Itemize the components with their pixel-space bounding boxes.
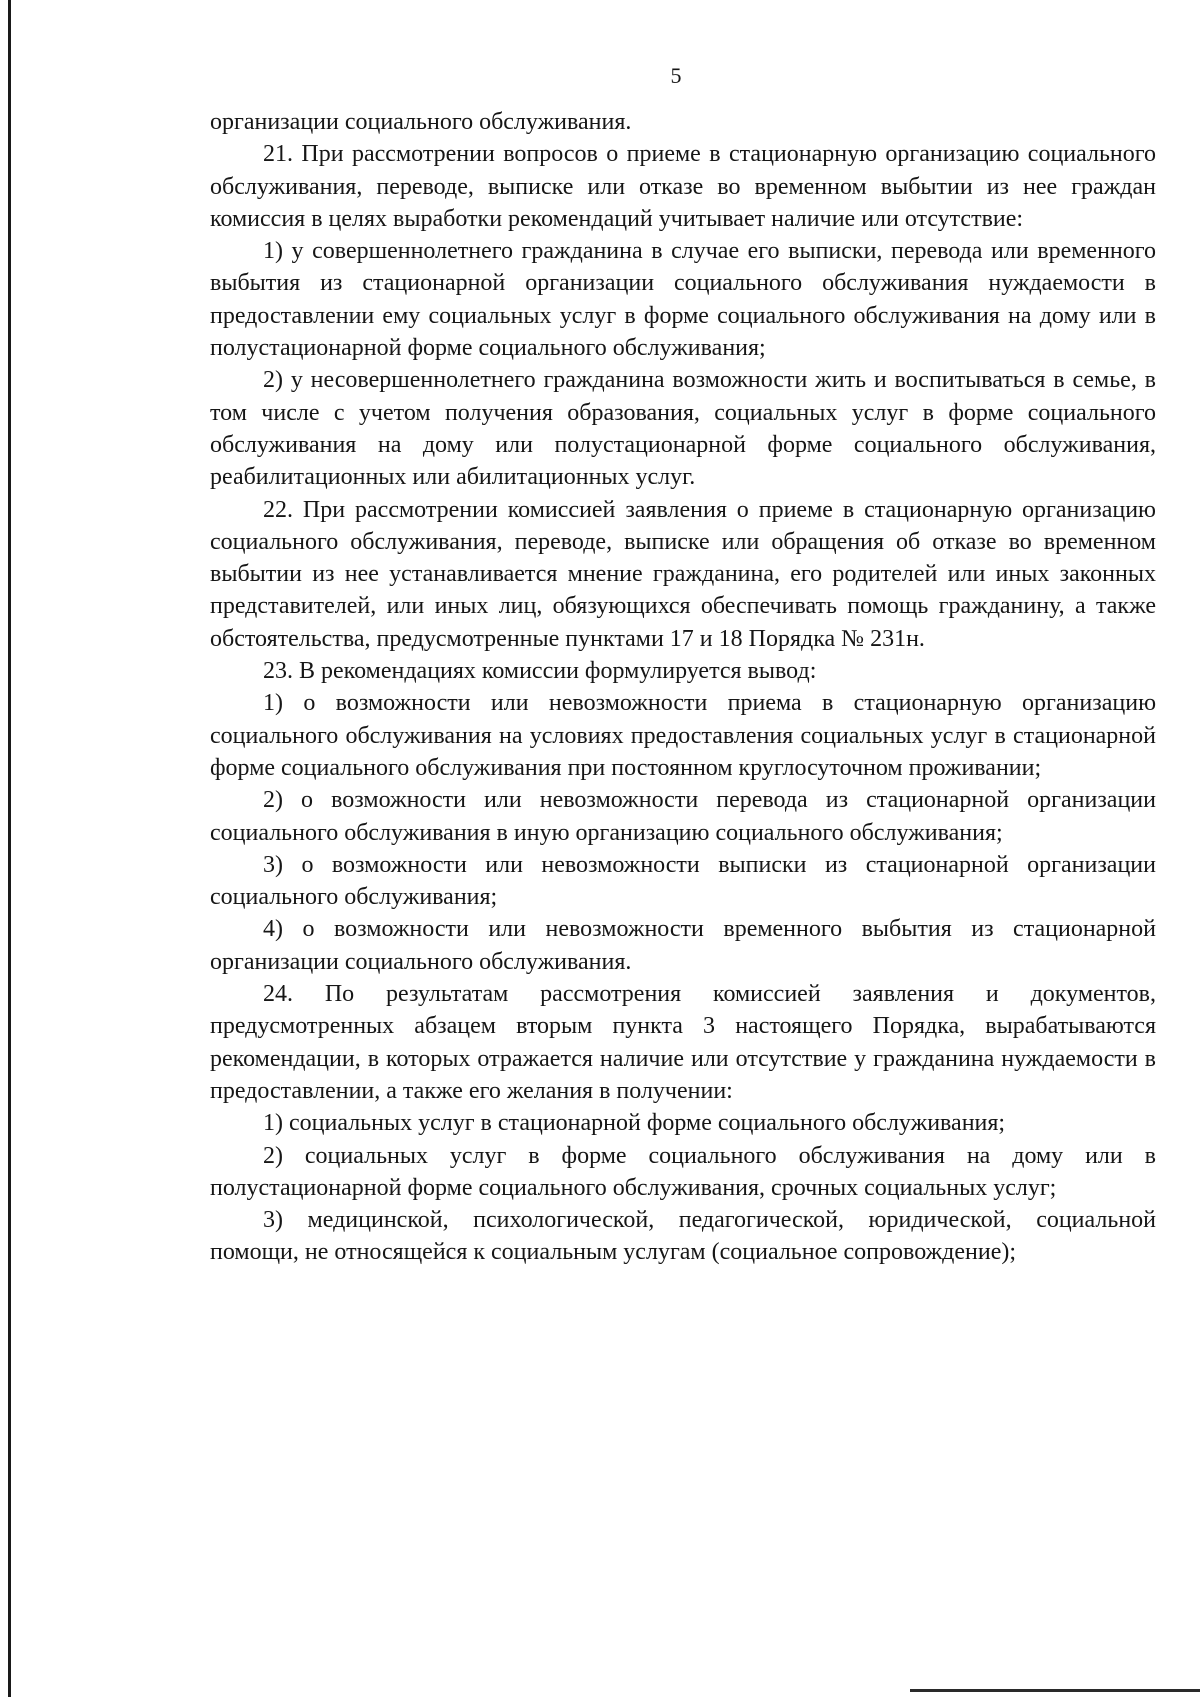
paragraph: 24. По результатам рассмотрения комиссией заявления и документов, предусмотренных абзацем вторым пункта 3 настоящего Порядка, вырабатываются рекомендации, в которых отражается наличие или отсутствие у гражданина нуждаемости в предоставлении, а также его желания в получении: xyxy=(210,981,1156,1104)
paragraph: 3) медицинской, психологической, педагогической, юридической, социальной помощи, не относящейся к социальным услугам (социальное сопровождение); xyxy=(210,1207,1156,1266)
paragraph: организации социального обслуживания. xyxy=(210,109,632,135)
paragraph: 21. При рассмотрении вопросов о приеме в стационарную организацию социального обслуживания, переводе, выписке или отказе во временном выбытии из нее граждан комиссия в целях выработки рекомендаций учитывает наличие или отсутствие: xyxy=(210,141,1156,232)
paragraph: 2) о возможности или невозможности перевода из стационарной организации социального обслуживания в иную организацию социального обслуживания; xyxy=(210,787,1156,846)
paragraph: 23. В рекомендациях комиссии формулируется вывод: xyxy=(263,658,817,685)
paragraph: 1) о возможности или невозможности приема в стационарную организацию социального обслуживания на условиях предоставления социальных услуг в стационарной форме социального обслуживания при постоянном круглосуточном проживании; xyxy=(210,690,1156,781)
paragraph: 3) о возможности или невозможности выписки из стационарной организации социального обслуживания; xyxy=(210,851,1156,911)
paragraph: 4) о возможности или невозможности временного выбытия из стационарной организации социального обслуживания. xyxy=(210,916,1156,975)
scan-left-edge-line xyxy=(8,0,11,1697)
scan-bottom-edge-line xyxy=(910,1689,1200,1692)
paragraph: 22. При рассмотрении комиссией заявления о приеме в стационарную организацию социального обслуживания, переводе, выписке или обращения об отказе во временном выбытии из нее устанавливается мнение гражданина, его родителей или иных законных представителей, или иных лиц, обязующихся обеспечивать помощь гражданину, а также обстоятельства, предусмотренные пунктами 17 и 18 Порядка № 231н. xyxy=(210,496,1156,652)
paragraph: 2) социальных услуг в форме социального обслуживания на дому или в полустационарной форме социального обслуживания, срочных социальных услуг; xyxy=(210,1142,1156,1201)
paragraph: 1) социальных услуг в стационарной форме социального обслуживания; xyxy=(263,1110,1006,1137)
paragraph: 1) у совершеннолетнего гражданина в случае его выписки, перевода или временного выбытия из стационарной организации социального обслуживания нуждаемости в предоставлении ему социальных услуг в форме социального обслуживания на дому или в полустационарной форме социального обслуживания; xyxy=(210,238,1156,362)
document-body xyxy=(210,106,1156,1269)
page-number: 5 xyxy=(670,63,682,88)
paragraph: 2) у несовершеннолетнего гражданина возможности жить и воспитываться в семье, в том числе с учетом получения образования, социальных услуг в форме социального обслуживания на дому или полустационарной форме социального обслуживания, реабилитационных или абилитационных услуг. xyxy=(210,367,1156,491)
